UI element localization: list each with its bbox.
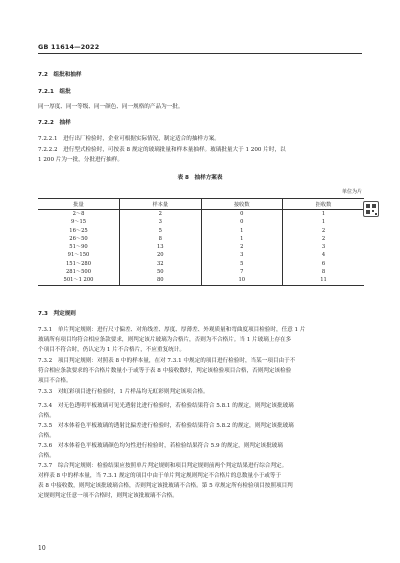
clause-line: 个项目不符合时，仍认定为 1 片不合格片，不应重复统计。 (38, 347, 185, 353)
table-row (38, 276, 364, 285)
section-title: 组批和抽样 (53, 72, 82, 78)
table-cell: 0 (201, 210, 283, 219)
section-number: 7.3 (38, 311, 48, 317)
table-cell: 5 (201, 260, 283, 268)
table-cell: 6 (283, 260, 365, 268)
qr-code-icon[interactable] (363, 201, 379, 217)
clause-number: 7.2.2.1 (38, 136, 58, 142)
clause-7-3-7 (38, 461, 364, 501)
clause-number: 7.3.1 (38, 327, 53, 333)
clause-line: 表 8 中接收数，则判定该批玻璃合格，否则判定该批玻璃不合格。第 5 章规定所有检验项目按照项目判 (38, 483, 293, 489)
table-cell: 151～280 (66, 260, 91, 267)
clause-number: 7.3.5 (38, 423, 53, 429)
clause-line: 对样表 8 中的样本量，当 7.3.1 规定的项目中由于单片判定规则判定不合格片的总数量小于或等于 (38, 473, 282, 479)
section-7-2-1-text: 同一厚度、同一等级、同一颜色、同一规格的产品为一批。 (38, 104, 184, 110)
header-accept-number: 接收数 (201, 199, 283, 210)
clause-line: 合格。 (38, 433, 55, 439)
clause-7-3-3 (38, 389, 209, 396)
clause-text: 对虹彩项目进行检验时，1 片样品均无虹彩则判定该项合格。 (57, 389, 209, 395)
table-cell: 8 (120, 235, 202, 243)
page-number: 10 (38, 545, 46, 552)
table-header-row (38, 199, 364, 210)
table-cell: 10 (201, 276, 283, 285)
clause-number: 7.3.4 (38, 403, 53, 409)
table-row (38, 260, 364, 268)
table-cell: 11 (283, 276, 365, 285)
section-7-2-2-heading (38, 120, 71, 127)
table-cell: 20 (120, 251, 202, 259)
table-cell: 5 (120, 227, 202, 235)
table-row (38, 268, 364, 276)
table-row (38, 235, 364, 243)
header-lot-size: 批量 (38, 199, 120, 210)
clause-number: 7.3.6 (38, 443, 53, 449)
table-cell: 50 (120, 268, 202, 276)
table-cell: 1 (201, 227, 283, 235)
table-row (38, 218, 364, 226)
clause-line: 合格。 (38, 453, 55, 459)
section-number: 7.2.2 (38, 120, 54, 126)
table-row (38, 243, 364, 251)
table-cell: 3 (201, 251, 283, 259)
table-row (38, 227, 364, 235)
table-cell: 501～1 200 (38, 276, 120, 285)
section-number: 7.2.1 (38, 89, 54, 95)
clause-line: 7.3.5 对本体着色平板玻璃的透射比偏差进行检验时，若检验结果符合 5.8.2 的规定，则判定该批玻璃 (38, 423, 294, 429)
section-title: 判定规则 (53, 311, 76, 317)
section-number: 7.2 (38, 72, 48, 78)
table-cell: 281～500 (66, 269, 91, 276)
section-7-2-heading (38, 72, 82, 79)
clause-number: 7.2.2.2 (38, 147, 58, 153)
section-title: 抽样 (59, 120, 71, 126)
section-title: 组批 (59, 89, 71, 95)
table-cell: 7 (201, 268, 283, 276)
section-7-3-heading (38, 311, 76, 318)
clause-line: 7.3.4 对无色透明平板玻璃可见光透射比进行检验时，若检验结果符合 5.8.1 的规定，则判定该批玻璃 (38, 403, 294, 409)
clause-line: 项目不合格。 (38, 378, 72, 384)
sampling-table (38, 198, 364, 286)
clause-7-3-1 (38, 325, 364, 355)
table-cell: 16～25 (69, 227, 88, 234)
table-unit: 单位为片 (341, 189, 362, 195)
header-rule (38, 53, 362, 54)
table-cell: 1 (201, 235, 283, 243)
header-reject-number: 拒收数 (283, 199, 365, 210)
table-cell: 2 (283, 227, 365, 235)
clause-line: 合格。 (38, 413, 55, 419)
table-cell: 80 (120, 276, 202, 285)
clause-number: 7.3.7 (38, 463, 53, 469)
clause-line: 定规则判定任意一项不合格时，则判定该批玻璃不合格。 (38, 493, 178, 499)
clause-number: 7.3.2 (38, 358, 53, 364)
table-cell: 3 (120, 218, 202, 226)
clause-7-3-5 (38, 421, 364, 441)
table-cell: 91～150 (67, 252, 90, 259)
clause-line: 7.3.6 对本体着色平板玻璃颜色均匀性进行检验时，若检验结果符合 5.9 的规定，则判定该批玻璃 (38, 443, 283, 449)
clause-text: 进行出厂检验时，企业可根据实际情况，制定适合的抽样方案。 (63, 136, 220, 142)
header-sample-size: 样本量 (120, 199, 202, 210)
clause-line: 7.3.1 单片判定规则：进行尺寸偏差、对角线差、厚度、厚薄差、外观质量和弯曲度项目检验时，任意 1 片 (38, 327, 306, 333)
section-7-2-1-heading (38, 89, 71, 96)
clause-line: 7.2.2.2 进行型式检验时，可按表 8 规定的玻璃批量和样本量抽样。玻璃批量大于 1 200 片时，以 (38, 147, 286, 153)
clause-7-2-2-2 (38, 145, 364, 165)
clause-7-3-4 (38, 401, 364, 421)
table-row (38, 251, 364, 259)
table-cell: 32 (120, 260, 202, 268)
clause-7-3-6 (38, 441, 364, 461)
table-cell: 2 (201, 243, 283, 251)
table-caption (0, 175, 400, 182)
table-cell: 2 (283, 235, 365, 243)
table-cell: 1 (283, 218, 365, 226)
table-cell: 8 (283, 268, 365, 276)
table-number: 表 8 (177, 175, 189, 181)
clause-7-3-2 (38, 356, 364, 386)
table-cell: 0 (201, 218, 283, 226)
clause-line: 7.3.2 项目判定规则：对照表 8 中的样本量，在对 7.3.1 中规定的项目进行检验时，当某一项目由于不 (38, 358, 296, 364)
clause-line: 7.3.7 综合判定规则：检验结果应按照单片判定规则和项目判定规则前两个判定结果进行综合判定。 (38, 463, 288, 469)
clause-number: 7.3.3 (38, 389, 53, 395)
document-id: GB 11614—2022 (38, 43, 100, 51)
table-cell: 51～90 (69, 244, 88, 251)
clause-7-2-2-1 (38, 136, 220, 143)
clause-line: 玻璃所有项目均符合相应条款要求，则判定该片玻璃为合格片，否则为不合格片。当 1 片玻璃上存在多 (38, 337, 292, 343)
clause-line: 符合相应条款要求的不合格片数量小于或等于表 8 中接收数时，判定该检验项目合格，否则判定该检验 (38, 368, 292, 374)
table-cell: 26～50 (69, 235, 88, 242)
table-cell: 2～8 (72, 211, 85, 217)
table-title: 抽样方案表 (194, 175, 223, 181)
table-cell: 2 (120, 210, 202, 219)
table-row (38, 210, 364, 219)
table-cell: 13 (120, 243, 202, 251)
table-cell: 9～15 (70, 219, 87, 226)
clause-line: 1 200 片为一批，分批进行抽样。 (38, 157, 123, 163)
table-cell: 1 (283, 210, 365, 219)
table-cell: 4 (283, 251, 365, 259)
table-cell: 3 (283, 243, 365, 251)
